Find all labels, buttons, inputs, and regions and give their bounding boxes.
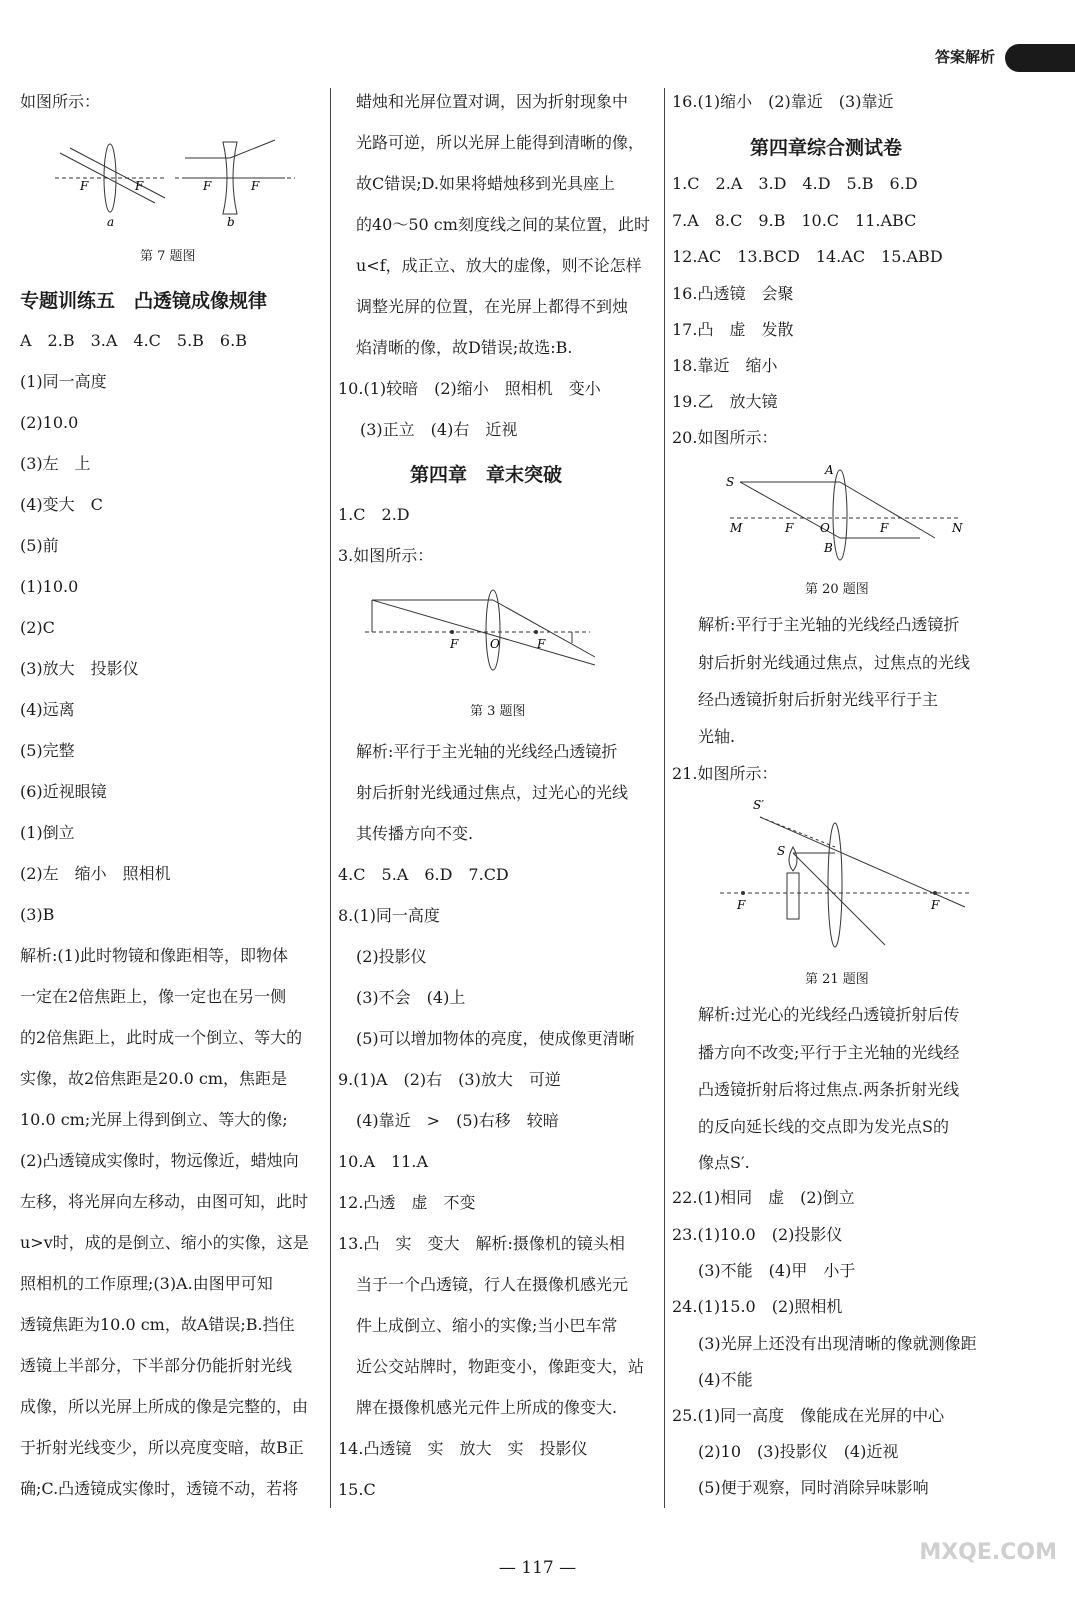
- text-line: 如图所示：: [20, 92, 101, 111]
- text-line: (2)左 缩小 照相机: [20, 864, 171, 883]
- text-line: 于折射光线变少，所以亮度变暗，故B正: [20, 1438, 304, 1457]
- text-line: (4)远离: [20, 700, 75, 719]
- figure-3: [360, 585, 610, 675]
- sub-figure-label: a: [107, 215, 115, 229]
- focus-label: F: [203, 179, 212, 193]
- text-line: 8.(1)同一高度: [338, 906, 440, 925]
- text-line: (4)不能: [698, 1370, 753, 1389]
- focus-label: F: [537, 637, 546, 651]
- text-line: 调整光屏的位置，在光屏上都得不到烛: [356, 297, 629, 316]
- text-line: (3)B: [20, 905, 55, 924]
- text-line: 确;C.凸透镜成实像时，透镜不动，若将: [20, 1479, 299, 1498]
- text-line: 22.(1)相同 虚 (2)倒立: [672, 1188, 855, 1207]
- text-line: 1.C 2.A 3.D 4.D 5.B 6.D: [672, 174, 918, 193]
- text-line: (5)便于观察，同时消除异味影响: [698, 1478, 929, 1497]
- figure-20-caption: 第 20 题图: [805, 582, 869, 597]
- text-line: 10.0 cm;光屏上得到倒立、等大的像;: [20, 1110, 288, 1129]
- section-heading: 专题训练五 凸透镜成像规律: [20, 290, 268, 312]
- text-line: 25.(1)同一高度 像能成在光屏的中心: [672, 1406, 945, 1425]
- text-line: 20.如图所示：: [672, 428, 778, 447]
- text-line: 解析:平行于主光轴的光线经凸透镜折: [698, 615, 960, 634]
- point-label-S: S: [777, 844, 786, 858]
- text-line: (2)10 (3)投影仪 (4)近视: [698, 1442, 899, 1461]
- center-label: O: [820, 521, 830, 535]
- column-divider: [664, 88, 665, 1508]
- text-line: 12.凸透 虚 不变: [338, 1193, 476, 1212]
- text-line: (6)近视眼镜: [20, 782, 107, 801]
- figure-7-caption: 第 7 题图: [140, 249, 196, 264]
- text-line: 光轴.: [698, 727, 736, 746]
- text-line: (1)倒立: [20, 823, 75, 842]
- point-label-M: M: [730, 521, 743, 535]
- point-label-S: S: [726, 475, 735, 489]
- text-line: (3)正立 (4)右 近视: [360, 420, 518, 439]
- text-line: 成像，所以光屏上所成的像是完整的，由: [20, 1397, 309, 1416]
- text-line: 解析:平行于主光轴的光线经凸透镜折: [356, 742, 618, 761]
- text-line: (4)靠近 > (5)右移 较暗: [356, 1111, 559, 1130]
- text-line: 10.(1)较暗 (2)缩小 照相机 变小: [338, 379, 601, 398]
- figure-3-caption: 第 3 题图: [470, 704, 526, 719]
- focus-point: [534, 630, 538, 634]
- header-tab: [1005, 44, 1075, 72]
- text-line: 14.凸透镜 实 放大 实 投影仪: [338, 1439, 588, 1458]
- text-line: 9.(1)A (2)右 (3)放大 可逆: [338, 1070, 561, 1089]
- text-line: (5)可以增加物体的亮度，使成像更清晰: [356, 1029, 635, 1048]
- text-line: 4.C 5.A 6.D 7.CD: [338, 865, 509, 884]
- text-line: u>v时，成的是倒立、缩小的实像，这是: [20, 1233, 309, 1252]
- convex-lens: [833, 470, 847, 560]
- text-line: 实像，故2倍焦距是20.0 cm，焦距是: [20, 1069, 288, 1088]
- figure-21-caption: 第 21 题图: [805, 972, 869, 987]
- text-line: (2)C: [20, 618, 55, 637]
- text-line: 的40～50 cm刻度线之间的某位置，此时: [356, 215, 650, 234]
- focus-label: F: [880, 521, 889, 535]
- text-line: 焰清晰的像，故D错误;故选:B.: [356, 338, 573, 357]
- figure-20: [720, 460, 970, 570]
- focus-point: [741, 891, 745, 895]
- text-line: (4)变大 C: [20, 495, 103, 514]
- focus-label: F: [737, 898, 746, 912]
- focus-label: F: [135, 179, 144, 193]
- text-line: 23.(1)10.0 (2)投影仪: [672, 1225, 843, 1244]
- text-line: (3)放大 投影仪: [20, 659, 139, 678]
- text-line: (2)10.0: [20, 413, 79, 432]
- point-label-A: A: [825, 463, 834, 477]
- text-line: 12.AC 13.BCD 14.AC 15.ABD: [672, 247, 943, 266]
- text-line: 射后折射光线通过焦点，过光心的光线: [356, 783, 629, 802]
- figure-21: [715, 795, 975, 955]
- light-ray: [760, 817, 835, 847]
- focus-label: F: [785, 521, 794, 535]
- text-line: 解析:过光心的光线经凸透镜折射后传: [698, 1005, 960, 1024]
- text-line: 光路可逆，所以光屏上能得到清晰的像，: [356, 133, 645, 152]
- column-divider: [330, 88, 331, 1508]
- text-line: (1)同一高度: [20, 372, 107, 391]
- text-line: (3)不会 (4)上: [356, 988, 466, 1007]
- text-line: 的反向延长线的交点即为发光点S的: [698, 1117, 949, 1136]
- figure-7: [45, 128, 315, 228]
- text-line: 经凸透镜折射后折射光线平行于主: [698, 690, 939, 709]
- text-line: 19.乙 放大镜: [672, 392, 778, 411]
- text-line: 其传播方向不变.: [356, 824, 474, 843]
- text-line: 1.C 2.D: [338, 505, 410, 524]
- text-line: 播方向不改变;平行于主光轴的光线经: [698, 1043, 960, 1062]
- focus-label: F: [450, 637, 459, 651]
- text-line: 21.如图所示：: [672, 764, 778, 783]
- text-line: (3)光屏上还没有出现清晰的像就测像距: [698, 1334, 977, 1353]
- sub-figure-label: b: [227, 215, 235, 229]
- point-label-B: B: [824, 541, 833, 555]
- text-line: 件上成倒立、缩小的实像;当小巴车常: [356, 1316, 618, 1335]
- text-line: 15.C: [338, 1480, 376, 1499]
- watermark: MXQE.COM: [919, 1540, 1057, 1565]
- text-line: 一定在2倍焦距上，像一定也在另一侧: [20, 987, 287, 1006]
- text-line: 18.靠近 缩小: [672, 356, 778, 375]
- focus-point: [933, 891, 937, 895]
- text-line: 射后折射光线通过焦点，过焦点的光线: [698, 653, 971, 672]
- point-label-N: N: [952, 521, 963, 535]
- text-line: 解析:(1)此时物镜和像距相等，即物体: [20, 946, 289, 965]
- text-line: (2)凸透镜成实像时，物远像近，蜡烛向: [20, 1151, 299, 1170]
- text-line: (2)投影仪: [356, 947, 427, 966]
- text-line: 像点S′.: [698, 1153, 750, 1172]
- text-line: 的2倍焦距上，此时成一个倒立、等大的: [20, 1028, 303, 1047]
- text-line: 故C错误;D.如果将蜡烛移到光具座上: [356, 174, 615, 193]
- focus-label: F: [80, 179, 89, 193]
- text-line: 近公交站牌时，物距变小，像距变大，站: [356, 1357, 645, 1376]
- point-label-S-prime: S′: [753, 798, 764, 812]
- page-number: — 117 —: [498, 1558, 577, 1578]
- text-line: 当于一个凸透镜，行人在摄像机感光元: [356, 1275, 629, 1294]
- focus-point: [450, 630, 454, 634]
- text-line: 7.A 8.C 9.B 10.C 11.ABC: [672, 211, 917, 230]
- text-line: 13.凸 实 变大 解析:摄像机的镜头相: [338, 1234, 625, 1253]
- text-line: (3)左 上: [20, 454, 91, 473]
- text-line: 蜡烛和光屏位置对调，因为折射现象中: [356, 92, 629, 111]
- focus-label: F: [251, 179, 260, 193]
- light-ray: [793, 853, 885, 945]
- text-line: 3.如图所示：: [338, 546, 434, 565]
- text-line: A 2.B 3.A 4.C 5.B 6.B: [20, 331, 247, 350]
- text-line: 10.A 11.A: [338, 1152, 429, 1171]
- text-line: (5)前: [20, 536, 59, 555]
- text-line: 17.凸 虚 发散: [672, 320, 794, 339]
- candle: [787, 873, 799, 919]
- text-line: 凸透镜折射后将过焦点.两条折射光线: [698, 1080, 960, 1099]
- text-line: u<f，成正立、放大的虚像，则不论怎样: [356, 256, 642, 275]
- text-line: 左移，将光屏向左移动，由图可知，此时: [20, 1192, 309, 1211]
- text-line: 16.(1)缩小 (2)靠近 (3)靠近: [672, 92, 894, 111]
- text-line: 透镜上半部分，下半部分仍能折射光线: [20, 1356, 293, 1375]
- text-line: (3)不能 (4)甲 小于: [698, 1261, 856, 1280]
- text-line: (1)10.0: [20, 577, 79, 596]
- text-line: 16.凸透镜 会聚: [672, 284, 794, 303]
- text-line: 照相机的工作原理;(3)A.由图甲可知: [20, 1274, 273, 1293]
- candle-flame: [789, 847, 797, 871]
- header-title: 答案解析: [934, 48, 995, 66]
- convex-lens: [486, 590, 500, 670]
- focus-label: F: [931, 898, 940, 912]
- section-heading: 第四章 章末突破: [410, 464, 563, 486]
- text-line: (5)完整: [20, 741, 75, 760]
- text-line: 透镜焦距为10.0 cm，故A错误;B.挡住: [20, 1315, 295, 1334]
- section-heading: 第四章综合测试卷: [750, 137, 903, 159]
- convex-lens: [828, 823, 842, 947]
- text-line: 24.(1)15.0 (2)照相机: [672, 1297, 843, 1316]
- center-label: O: [490, 637, 500, 651]
- text-line: 牌在摄像机感光元件上所成的像变大.: [356, 1398, 618, 1417]
